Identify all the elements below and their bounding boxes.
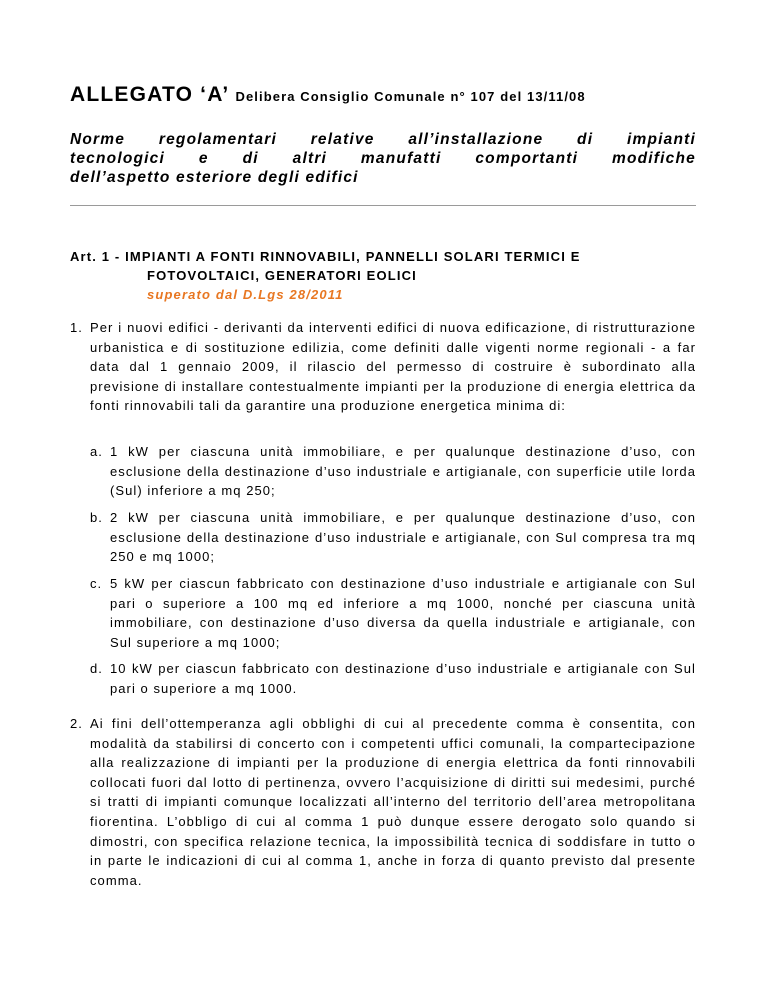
article-heading-line: FOTOVOLTAICI, GENERATORI EOLICI — [147, 268, 417, 283]
list-item-text: 5 kW per ciascun fabbricato con destinazione d’uso industriale e artigianale con Sul pari o superiore a 100 mq ed inferiore a mq 1000, nonché per ciascuna unità immobiliare, con destinazione d’uso diversa da quella industriale e artigianale, con Sul superiore a mq 1000; — [110, 576, 696, 650]
list-item-text: 2 kW per ciascuna unità immobiliare, e per qualunque destinazione d’uso, con esclusione della destinazione d’uso industriale e artigianale, con Sul compresa tra mq 250 e mq 1000; — [110, 510, 696, 565]
document-header — [70, 83, 586, 107]
list-item-letter: d. — [90, 661, 103, 676]
document-title-line: Norme regolamentari relative all’installazione di impianti — [70, 131, 696, 148]
list-item-a — [90, 442, 696, 501]
superseded-note: superato dal D.Lgs 28/2011 — [147, 287, 344, 302]
list-item-letter: b. — [90, 510, 103, 525]
delibera-reference: Delibera Consiglio Comunale n° 107 del 13/11/08 — [235, 89, 586, 104]
list-item-b — [90, 508, 696, 567]
document-title — [70, 130, 696, 187]
list-item-d — [90, 659, 696, 698]
document-title-line: tecnologici e di altri manufatti comportanti modifiche — [70, 150, 696, 167]
paragraph-text: Ai fini dell’ottemperanza agli obblighi di cui al precedente comma è consentita, con modalità da stabilirsi di concerto con i competenti uffici comunali, la compartecipazione alla realizzazione di impianti per la produzione di energia elettrica da fonti rinnovabili collocati fuori dal lotto di pertinenza, ovvero l’acquisizione di diritti sui medesimi, purché si tratti di impianti comunque localizzati all’interno del territorio dell’area metropolitana fiorentina. L’obbligo di cui al comma 1 può dunque essere derogato solo quando si dimostri, con specifica relazione tecnica, la impossibilità tecnica di soddisfare in tutto o in parte le indicazioni di cui al comma 1, anche in forza di quanto previsto dal presente comma. — [90, 716, 696, 888]
document-title-line: dell’aspetto esteriore degli edifici — [70, 169, 359, 186]
paragraph-text: Per i nuovi edifici - derivanti da interventi edifici di nuova edificazione, di ristrutturazione urbanistica e di sostituzione edilizia, come definiti dalle vigenti norme regionali - a far data dal 1 gennaio 2009, il rilascio del permesso di costruire è subordinato alla previsione di installare contestualmente impianti per la produzione di energia elettrica da fonti rinnovabili tali da garantire una produzione energetica minima di: — [90, 320, 696, 414]
paragraph-number: 1. — [70, 320, 83, 335]
list-item-letter: c. — [90, 576, 103, 591]
article-heading — [70, 247, 696, 304]
allegato-title: ALLEGATO ‘A’ — [70, 83, 230, 106]
list-item-c — [90, 574, 696, 652]
list-item-text: 1 kW per ciascuna unità immobiliare, e per qualunque destinazione d’uso, con esclusione della destinazione d’uso industriale e artigianale, con superficie utile lorda (Sul) inferiore a mq 250; — [110, 444, 696, 499]
list-item-letter: a. — [90, 444, 103, 459]
paragraph-2 — [70, 714, 696, 890]
horizontal-divider — [70, 205, 696, 206]
article-heading-line: Art. 1 - IMPIANTI A FONTI RINNOVABILI, PANNELLI SOLARI TERMICI E — [70, 249, 581, 264]
paragraph-1 — [70, 318, 696, 416]
paragraph-number: 2. — [70, 716, 83, 731]
list-item-text: 10 kW per ciascun fabbricato con destinazione d’uso industriale e artigianale con Sul pari o superiore a mq 1000. — [110, 661, 696, 696]
